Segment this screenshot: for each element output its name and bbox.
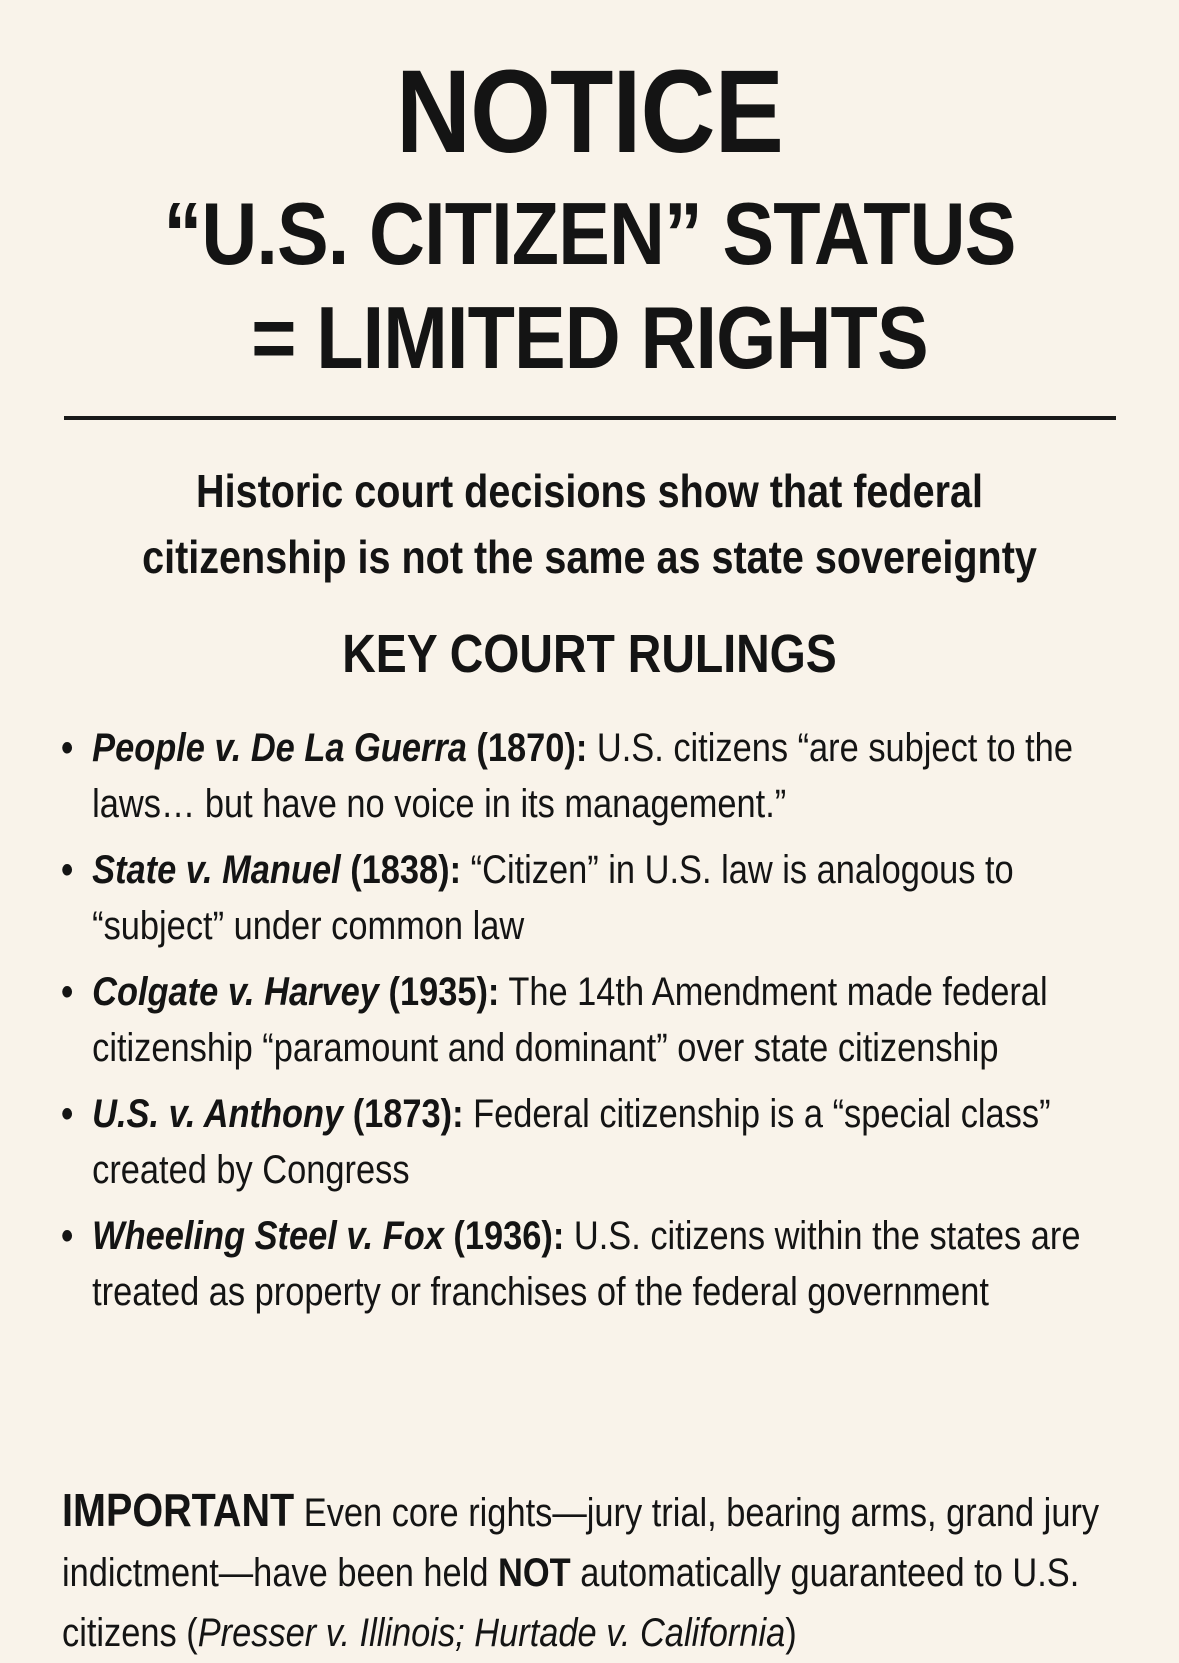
subtitle-line-2: citizenship is not the same as state sovereignty bbox=[142, 531, 1037, 583]
ruling-item bbox=[56, 842, 1146, 954]
subtitle-line-1: Historic court decisions show that federal bbox=[196, 465, 983, 517]
section-title-key-court-rulings: KEY COURT RULINGS bbox=[342, 624, 837, 684]
ruling-text: U.S. citizens “are subject to the laws… but have no voice in its management.” bbox=[92, 726, 1073, 826]
important-emphasis: NOT bbox=[498, 1551, 571, 1595]
case-year: (1870): bbox=[466, 726, 588, 770]
important-text-after: automatically guaranteed to U.S. citizens ( bbox=[62, 1551, 1080, 1655]
ruling-item bbox=[56, 964, 1146, 1076]
bullet-icon: • bbox=[61, 848, 74, 892]
subtitle bbox=[83, 458, 1097, 590]
ruling-text: “Citizen” in U.S. law is analogous to “subject” under common law bbox=[92, 848, 1014, 948]
important-citations: Presser v. Illinois; Hurtade v. California bbox=[197, 1611, 786, 1655]
ruling-item bbox=[56, 720, 1146, 832]
case-year: (1936): bbox=[443, 1214, 565, 1258]
notice-title: NOTICE bbox=[395, 46, 784, 178]
important-label: IMPORTANT bbox=[62, 1484, 295, 1536]
case-name: People v. De La Guerra bbox=[92, 726, 467, 770]
case-name: U.S. v. Anthony bbox=[92, 1092, 344, 1136]
ruling-item bbox=[56, 1086, 1146, 1198]
case-name: Wheeling Steel v. Fox bbox=[92, 1214, 444, 1258]
rulings-list bbox=[56, 720, 1081, 1330]
case-year: (1873): bbox=[343, 1092, 464, 1136]
case-name: Colgate v. Harvey bbox=[92, 970, 379, 1014]
ruling-text: The 14th Amendment made federal citizenship “paramount and dominant” over state citizenship bbox=[92, 970, 1048, 1070]
ruling-text: Federal citizenship is a “special class” created by Congress bbox=[92, 1092, 1051, 1192]
important-text-before: Even core rights—jury trial, bearing arms, grand jury indictment—have been held bbox=[62, 1491, 1100, 1595]
important-closing: ) bbox=[785, 1611, 797, 1655]
bullet-icon: • bbox=[61, 1092, 74, 1136]
divider bbox=[64, 416, 1116, 420]
ruling-text: U.S. citizens within the states are treated as property or franchises of the federal government bbox=[92, 1214, 1081, 1314]
case-year: (1838): bbox=[340, 848, 462, 892]
bullet-icon: • bbox=[61, 1214, 74, 1258]
case-year: (1935): bbox=[378, 970, 500, 1014]
ruling-item bbox=[56, 1208, 1146, 1320]
important-note bbox=[62, 1480, 1133, 1663]
bullet-icon: • bbox=[61, 726, 74, 770]
headline-citizen-status: “U.S. CITIZEN” STATUS bbox=[163, 184, 1016, 283]
case-name: State v. Manuel bbox=[92, 848, 341, 892]
headline-limited-rights: = LIMITED RIGHTS bbox=[251, 288, 928, 387]
bullet-icon: • bbox=[61, 970, 74, 1014]
